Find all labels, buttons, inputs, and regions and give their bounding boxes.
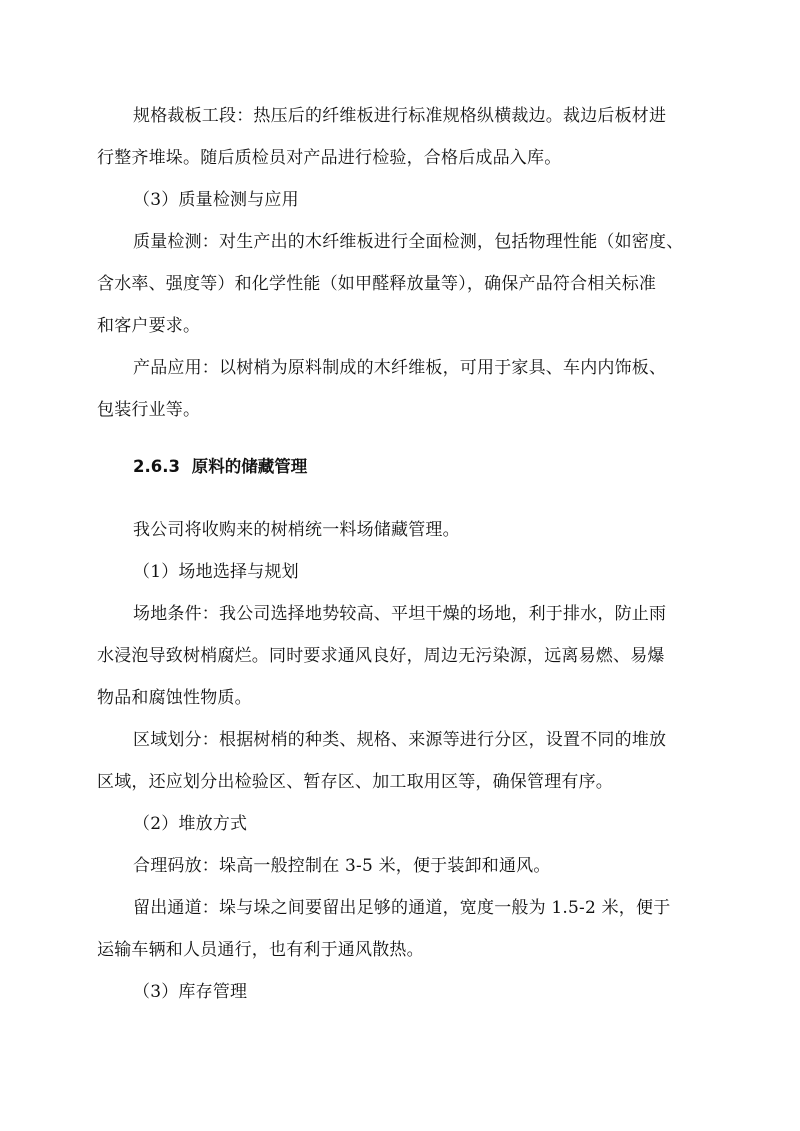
paragraph-cutting-line-2: 行整齐堆垛。随后质检员对产品进行检验，合格后成品入库。: [97, 148, 562, 168]
section-heading: [133, 456, 307, 478]
paragraph-quality-line-3: 和客户要求。: [97, 316, 201, 336]
paragraph-application-line-1: 产品应用：以树梢为原料制成的木纤维板，可用于家具、车内内饰板、: [133, 358, 667, 378]
subheading-inventory: （3）库存管理: [133, 982, 248, 1002]
paragraph-storage-intro: 我公司将收购来的树梢统一料场储藏管理。: [133, 520, 460, 540]
section-number: 2.6.3: [133, 457, 180, 476]
paragraph-zoning-line-1: 区域划分：根据树梢的种类、规格、来源等进行分区，设置不同的堆放: [133, 730, 667, 750]
section-title: 原料的储藏管理: [191, 457, 308, 476]
paragraph-passage-line-2: 运输车辆和人员通行，也有利于通风散热。: [97, 940, 424, 960]
paragraph-application-line-2: 包装行业等。: [97, 400, 201, 420]
paragraph-zoning-line-2: 区域，还应划分出检验区、暂存区、加工取用区等，确保管理有序。: [97, 772, 613, 792]
paragraph-site-line-3: 物品和腐蚀性物质。: [97, 688, 252, 708]
subheading-quality-testing: （3）质量检测与应用: [133, 190, 299, 210]
paragraph-quality-line-1: 质量检测：对生产出的木纤维板进行全面检测，包括物理性能（如密度、: [133, 232, 684, 252]
subheading-stacking: （2）堆放方式: [133, 814, 248, 834]
paragraph-cutting-line-1: 规格裁板工段：热压后的纤维板进行标准规格纵横裁边。裁边后板材进: [133, 106, 667, 126]
subheading-site-selection: （1）场地选择与规划: [133, 562, 299, 582]
paragraph-stacking-height: 合理码放：垛高一般控制在 3-5 米，便于装卸和通风。: [133, 856, 551, 876]
paragraph-site-line-1: 场地条件：我公司选择地势较高、平坦干燥的场地，利于排水，防止雨: [133, 604, 667, 624]
paragraph-passage-line-1: 留出通道：垛与垛之间要留出足够的通道，宽度一般为 1.5-2 米，便于: [133, 898, 671, 918]
paragraph-site-line-2: 水浸泡导致树梢腐烂。同时要求通风良好，周边无污染源，远离易燃、易爆: [97, 646, 665, 666]
paragraph-quality-line-2: 含水率、强度等）和化学性能（如甲醛释放量等），确保产品符合相关标准: [97, 274, 657, 294]
